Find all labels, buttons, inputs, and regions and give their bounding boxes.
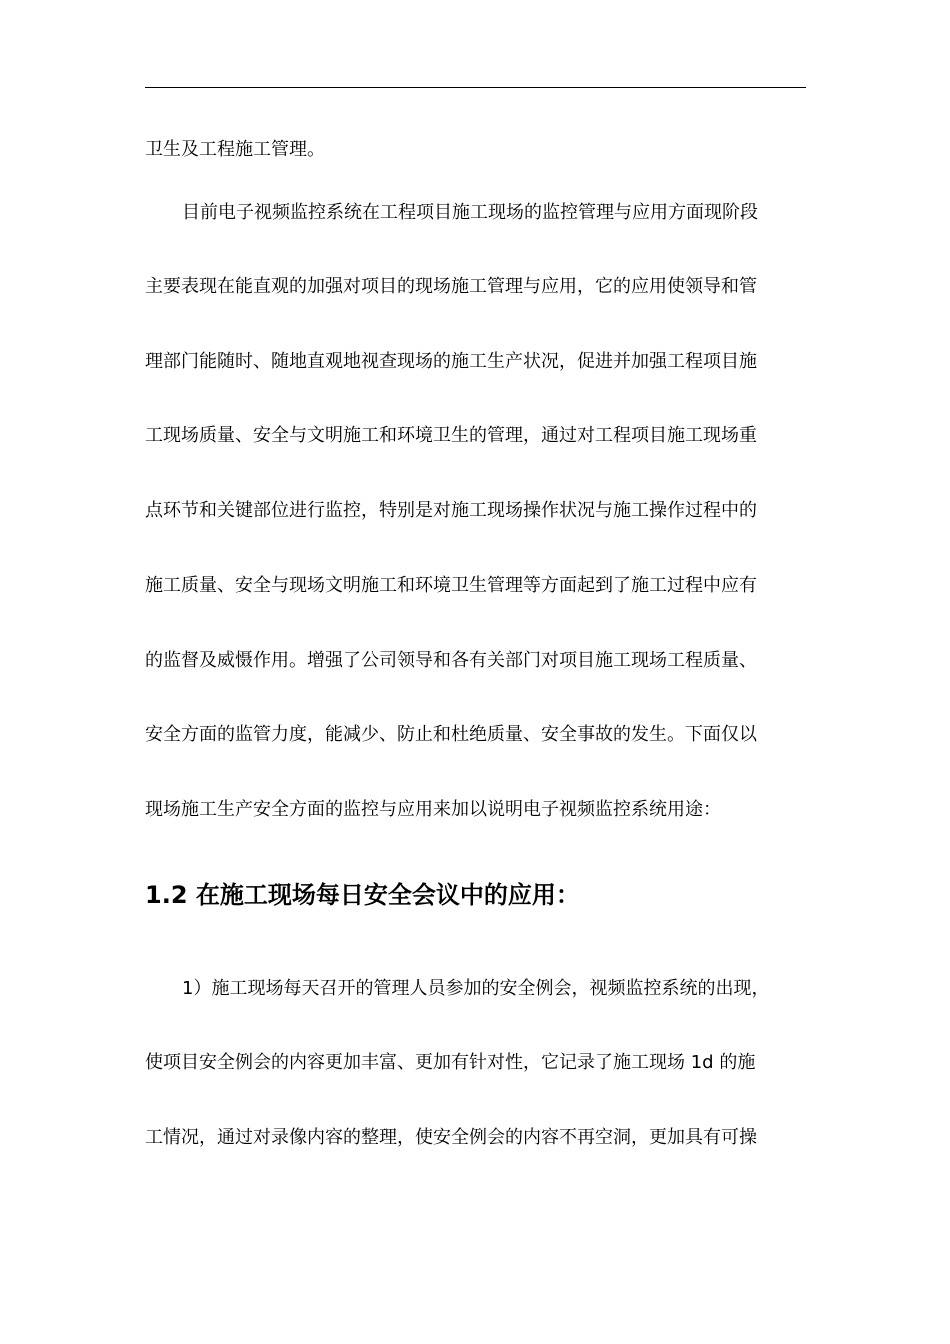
paragraph-2-line-7: 的监督及威慑作用。增强了公司领导和各有关部门对项目施工现场工程质量、 [145,650,757,671]
paragraph-2-line-6: 施工质量、安全与现场文明施工和环境卫生管理等方面起到了施工过程中应有 [145,575,757,596]
paragraph-2-line-5: 点环节和关键部位进行监控，特别是对施工现场操作状况与施工操作过程中的 [145,500,757,521]
paragraph-2-line-1: 目前电子视频监控系统在工程项目施工现场的监控管理与应用方面现阶段 [182,202,758,223]
paragraph-2-line-3: 理部门能随时、随地直观地视查现场的施工生产状况，促进并加强工程项目施 [145,351,757,372]
paragraph-2-line-4: 工现场质量、安全与文明施工和环境卫生的管理，通过对工程项目施工现场重 [145,425,757,446]
paragraph-3-line-1: 1）施工现场每天召开的管理人员参加的安全例会，视频监控系统的出现， [182,978,770,999]
paragraph-2-line-9: 现场施工生产安全方面的监控与应用来加以说明电子视频监控系统用途： [145,799,721,820]
paragraph-3-line-2: 使项目安全例会的内容更加丰富、更加有针对性，它记录了施工现场 1d 的施 [145,1052,756,1073]
section-heading: 1.2 在施工现场每日安全会议中的应用： [145,881,580,909]
paragraph-2-line-2: 主要表现在能直观的加强对项目的现场施工管理与应用，它的应用使领导和管 [145,276,757,297]
paragraph-2-line-8: 安全方面的监管力度，能减少、防止和杜绝质量、安全事故的发生。下面仅以 [145,724,757,745]
paragraph-1-line-1: 卫生及工程施工管理。 [145,139,325,160]
header-rule [145,87,806,88]
paragraph-3-line-3: 工情况，通过对录像内容的整理，使安全例会的内容不再空洞，更加具有可操 [145,1127,757,1148]
